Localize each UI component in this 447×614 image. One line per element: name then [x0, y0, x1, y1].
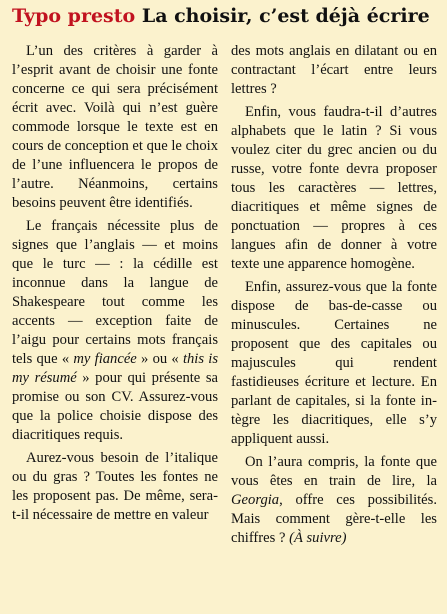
article-body	[12, 42, 437, 552]
paragraph-6: On l’aura compris, la fonte que vous êtes en train de lire, la Georgia, offre ces possibilités. Mais comment gère-t-elle les chiffres ? (À suivre)	[231, 454, 437, 546]
paragraph-1: L’un des critères à garder à l’esprit avant de choisir une fonte concerne ce qui sera précisément écrit avec. Voilà qui n’est guère commode lorsque le texte est en cours de conception et que le choix de l’une influencera le propos de l’autre. Néanmoins, certains besoins peuvent être identifiés.	[12, 43, 218, 211]
font-name-georgia: Georgia	[231, 492, 280, 508]
article-header	[12, 4, 437, 28]
to-be-continued: (À suivre)	[289, 530, 347, 546]
paragraph-3-continued: des mots anglais en dilatant ou en contractant l’écart entre leurs lettres ?	[231, 43, 437, 97]
article-title: La choisir, c’est déjà écrire	[141, 5, 430, 27]
paragraph-2: Le français nécessite plus de signes que l’anglais — et moins que le turc — : la cédille est inconnue dans la langue de Shakespeare tout comme les accents — exception faite de l’aigu pour certains mots français tels que « my fiancée » ou « this is my résumé » pour qui présente sa promise ou son CV. Assurez-vous que la police choisie dispose des diacritiques requis.	[12, 218, 218, 443]
quote-this-is-my-resume: this is my résumé	[12, 351, 218, 386]
paragraph-4: Enfin, vous faudra-t-il d’autres alphabets que le latin ? Si vous voulez citer du grec ancien ou du russe, votre fonte devra proposer tous les caractères — lettres, diacritiques et même signes de ponctuation — propres à ces langues afin de donner à votre texte une apparence homogène.	[231, 104, 437, 272]
column-kicker: Typo presto	[12, 5, 136, 27]
paragraph-5: Enfin, assurez-vous que la fonte dispose de bas-de-casse ou minuscules. Certaines ne proposent que des capitales ou majuscules qui rendent fastidieuses écriture et lecture. En parlant de capitales, si la fonte intègre les diacritiques, elle s’y appliquent aussi.	[231, 279, 437, 447]
right-column	[231, 42, 437, 552]
paragraph-3: Aurez-vous besoin de l’italique ou du gras ? Toutes les fontes ne les proposent pas. De même, sera-t-il nécessaire de mettre en valeur	[12, 450, 218, 523]
left-column	[12, 42, 218, 552]
quote-my-fiancee: my fiancée	[73, 351, 137, 367]
